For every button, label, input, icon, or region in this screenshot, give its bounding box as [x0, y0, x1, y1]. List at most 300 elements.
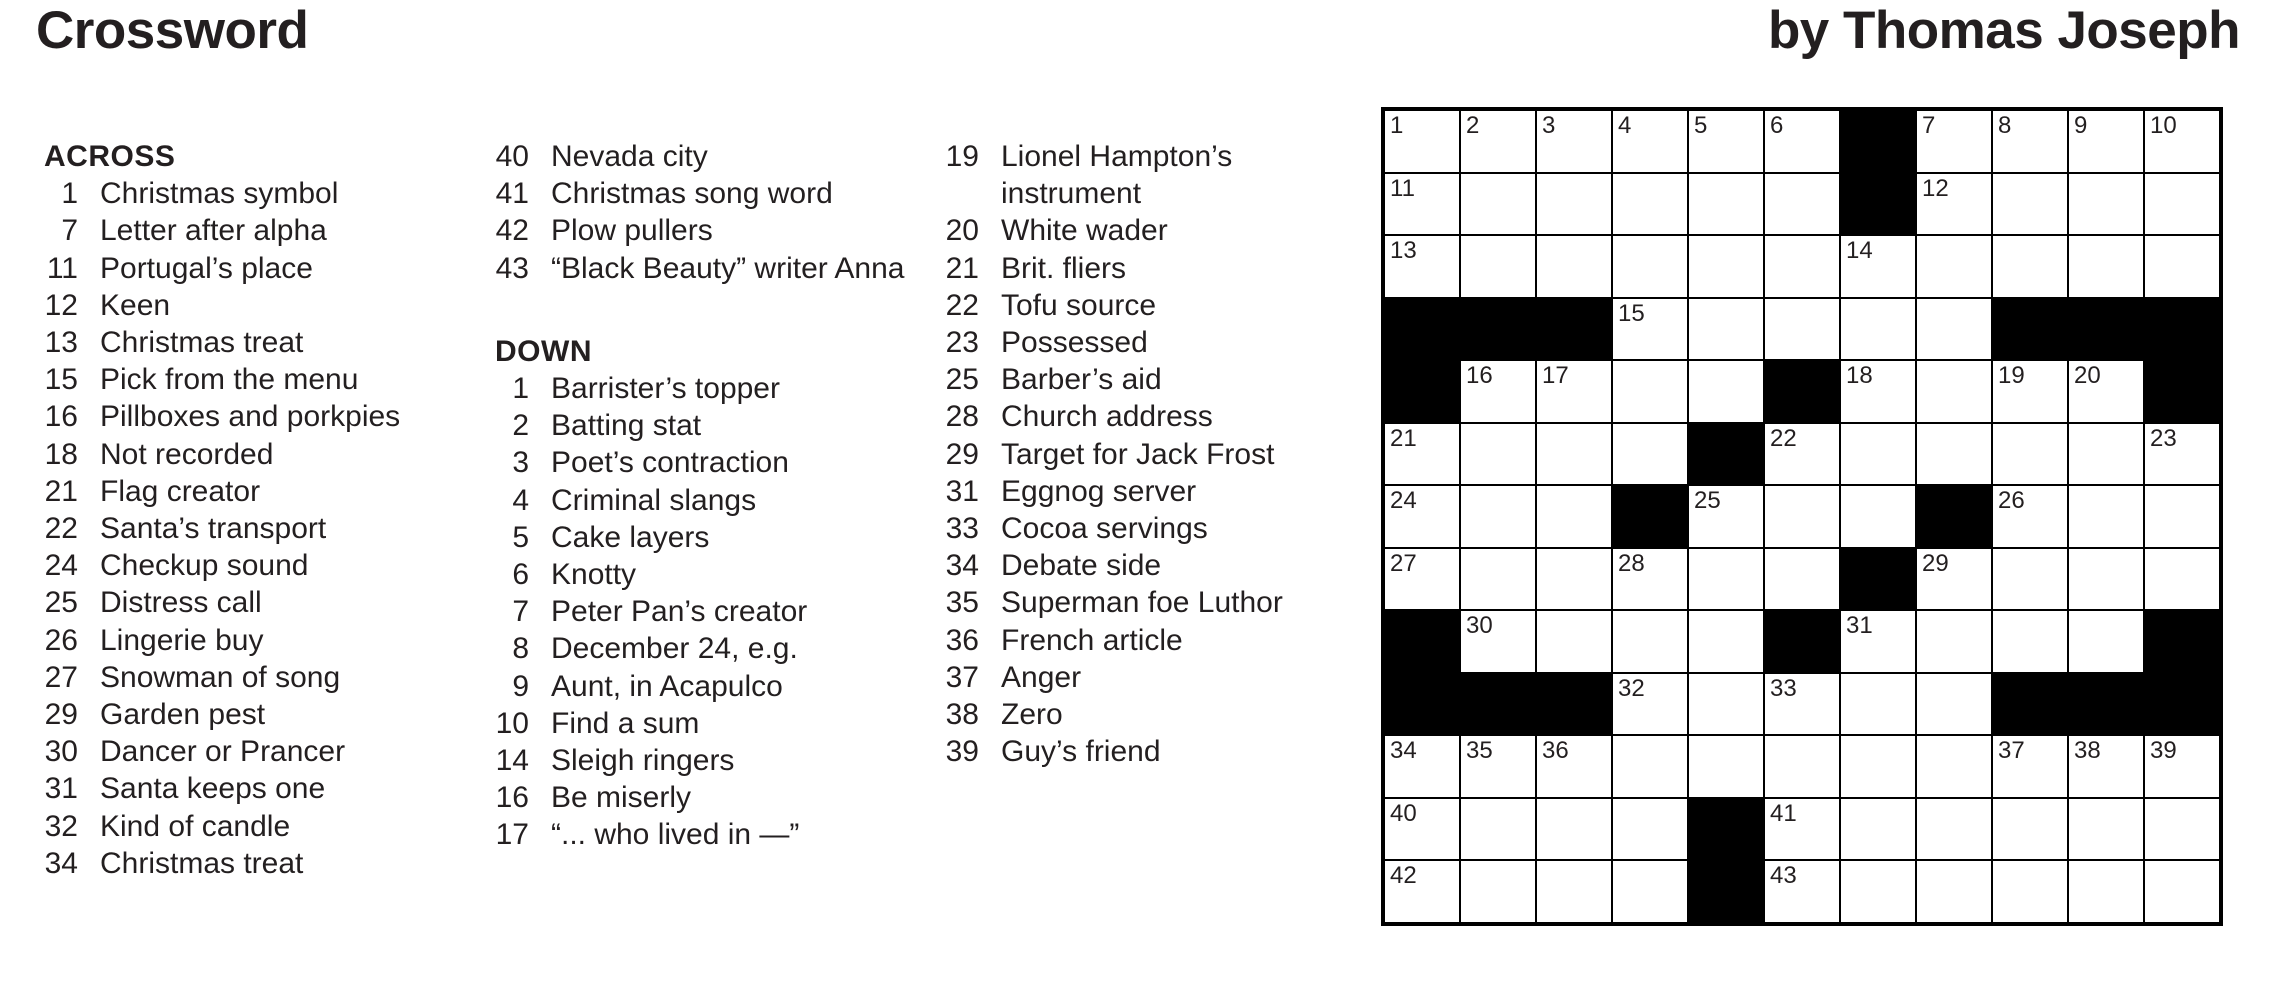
clue	[44, 510, 468, 547]
clue	[44, 398, 468, 435]
clue-number: 42	[495, 214, 529, 248]
grid-cell[interactable]	[1537, 549, 1611, 610]
grid-cell[interactable]	[1993, 611, 2067, 672]
grid-cell[interactable]	[1537, 486, 1611, 547]
cell-number: 8	[1998, 112, 2012, 139]
grid-black-cell	[1993, 674, 2067, 735]
clue	[945, 510, 1369, 547]
clue-number: 2	[512, 409, 529, 443]
clue	[495, 705, 919, 742]
clue-text: Target for Jack Frost	[1001, 437, 1275, 471]
cell-number: 13	[1390, 237, 1417, 264]
clue	[44, 845, 468, 882]
grid-cell[interactable]	[1613, 861, 1687, 922]
cell-number: 6	[1770, 112, 1784, 139]
grid-cell[interactable]	[2069, 361, 2143, 422]
clue-number: 17	[495, 818, 529, 852]
clue	[495, 779, 919, 816]
clue-column-2	[495, 138, 919, 854]
cell-number: 2	[1466, 112, 1480, 139]
grid-cell[interactable]	[1613, 549, 1687, 610]
grid-cell[interactable]	[1461, 361, 1535, 422]
grid-cell[interactable]	[2145, 861, 2219, 922]
grid-cell[interactable]	[1765, 549, 1839, 610]
grid-cell[interactable]	[1461, 736, 1535, 797]
clue-text: Tofu source	[1001, 288, 1157, 322]
grid-cell[interactable]	[1993, 361, 2067, 422]
grid-cell[interactable]	[2145, 424, 2219, 485]
clue-text: Pillboxes and porkpies	[100, 400, 401, 434]
grid-cell[interactable]	[2069, 174, 2143, 235]
grid-black-cell	[2069, 299, 2143, 360]
grid-cell[interactable]	[1993, 174, 2067, 235]
clue-text: Letter after alpha	[100, 214, 327, 248]
clue	[945, 733, 1369, 770]
grid-cell[interactable]	[1385, 111, 1459, 172]
clue-number: 23	[945, 326, 979, 360]
grid-black-cell	[1461, 299, 1535, 360]
grid-cell[interactable]	[2145, 111, 2219, 172]
clue	[945, 250, 1369, 287]
clue	[945, 622, 1369, 659]
grid-cell[interactable]	[1765, 799, 1839, 860]
clue-number: 27	[44, 660, 78, 694]
crossword-grid	[1381, 107, 2223, 926]
grid-cell[interactable]	[1841, 861, 1915, 922]
clue	[945, 138, 1369, 212]
clue-number: 6	[512, 558, 529, 592]
cell-number: 1	[1390, 112, 1404, 139]
grid-cell[interactable]	[1917, 424, 1991, 485]
grid-cell[interactable]	[1689, 486, 1763, 547]
clue-number: 28	[945, 400, 979, 434]
clue-column-1	[44, 138, 468, 882]
clue-number: 29	[44, 698, 78, 732]
clue-text: Church address	[1001, 400, 1213, 434]
grid-black-cell	[1689, 424, 1763, 485]
clue	[495, 250, 919, 287]
grid-cell[interactable]	[1461, 424, 1535, 485]
clue-number: 40	[495, 140, 529, 173]
grid-cell[interactable]	[1613, 111, 1687, 172]
grid-cell[interactable]	[1917, 611, 1991, 672]
grid-cell[interactable]	[1841, 236, 1915, 297]
grid-cell[interactable]	[1917, 736, 1991, 797]
clue	[495, 370, 919, 407]
grid-cell[interactable]	[1841, 799, 1915, 860]
grid-cell[interactable]	[1841, 486, 1915, 547]
across-header: ACROSS	[44, 140, 176, 173]
clue-text: Christmas treat	[100, 846, 304, 880]
grid-cell[interactable]	[1917, 674, 1991, 735]
cell-number: 16	[1466, 362, 1493, 389]
grid-cell[interactable]	[1537, 111, 1611, 172]
grid-cell[interactable]	[1689, 736, 1763, 797]
grid-cell[interactable]	[1461, 111, 1535, 172]
grid-cell[interactable]	[1917, 361, 1991, 422]
clue-number: 18	[44, 437, 78, 471]
down-header: DOWN	[495, 334, 592, 368]
grid-cell[interactable]	[2145, 799, 2219, 860]
grid-black-cell	[1385, 674, 1459, 735]
cell-number: 3	[1542, 112, 1556, 139]
grid-cell[interactable]	[1385, 486, 1459, 547]
clue-number: 24	[44, 549, 78, 583]
clue-column-3	[945, 138, 1369, 770]
grid-cell[interactable]	[2069, 736, 2143, 797]
cell-number: 30	[1466, 612, 1493, 639]
clue-number: 35	[945, 586, 979, 620]
cell-number: 19	[1998, 362, 2025, 389]
grid-cell[interactable]	[1613, 799, 1687, 860]
clue-text: Brit. fliers	[1001, 251, 1127, 285]
clue-number: 19	[945, 140, 979, 173]
grid-cell[interactable]	[1993, 861, 2067, 922]
grid-cell[interactable]	[1613, 236, 1687, 297]
grid-cell[interactable]	[1461, 799, 1535, 860]
clue	[945, 287, 1369, 324]
cell-number: 34	[1390, 737, 1417, 764]
grid-black-cell	[1613, 486, 1687, 547]
clue-text: Barrister’s topper	[551, 372, 780, 406]
cell-number: 17	[1542, 362, 1569, 389]
clue-text: Lionel Hampton’s instrument	[1001, 140, 1233, 211]
across-clue-list	[44, 175, 468, 882]
grid-cell[interactable]	[1613, 299, 1687, 360]
grid-cell[interactable]	[1537, 611, 1611, 672]
grid-cell[interactable]	[1613, 361, 1687, 422]
grid-cell[interactable]	[1537, 236, 1611, 297]
grid-cell[interactable]	[1993, 736, 2067, 797]
clue-number: 36	[945, 623, 979, 657]
grid-cell[interactable]	[1537, 861, 1611, 922]
grid-cell[interactable]	[1385, 799, 1459, 860]
grid-cell[interactable]	[2069, 611, 2143, 672]
clue-number: 8	[512, 632, 529, 666]
clue	[44, 547, 468, 584]
grid-cell[interactable]	[2069, 861, 2143, 922]
grid-cell[interactable]	[1993, 111, 2067, 172]
cell-number: 36	[1542, 737, 1569, 764]
grid-cell[interactable]	[1613, 611, 1687, 672]
grid-cell[interactable]	[1689, 611, 1763, 672]
clue	[495, 742, 919, 779]
clue-text: Dancer or Prancer	[100, 735, 346, 769]
clue	[495, 816, 919, 853]
grid-cell[interactable]	[1993, 549, 2067, 610]
clue	[44, 473, 468, 510]
grid-cell[interactable]	[1613, 674, 1687, 735]
cell-number: 22	[1770, 424, 1797, 452]
grid-cell[interactable]	[2145, 736, 2219, 797]
clue-number: 30	[44, 735, 78, 769]
clue-text: Santa keeps one	[100, 772, 326, 806]
clue-number: 20	[945, 214, 979, 248]
clue-text: Keen	[100, 288, 171, 322]
grid-cell[interactable]	[2069, 111, 2143, 172]
grid-cell[interactable]	[1461, 549, 1535, 610]
clue-text: “... who lived in —”	[551, 818, 800, 852]
clue-number: 11	[46, 251, 78, 285]
grid-cell[interactable]	[1613, 174, 1687, 235]
grid-black-cell	[1841, 111, 1915, 172]
grid-cell[interactable]	[1689, 299, 1763, 360]
grid-black-cell	[2145, 299, 2219, 360]
clue-number: 16	[495, 781, 529, 815]
grid-cell[interactable]	[2069, 424, 2143, 485]
grid-cell[interactable]	[2069, 236, 2143, 297]
clue-text: Cake layers	[551, 520, 710, 554]
grid-cell[interactable]	[1841, 361, 1915, 422]
clue-text: Superman foe Luthor	[1001, 586, 1283, 620]
grid-cell[interactable]	[1917, 299, 1991, 360]
clue-text: Barber’s aid	[1001, 363, 1162, 397]
across-clue-list-continued	[495, 138, 919, 287]
page-title: Crossword	[36, 1, 309, 60]
grid-cell[interactable]	[1917, 236, 1991, 297]
clue-text: Lingerie buy	[100, 623, 264, 657]
down-clue-list	[495, 370, 919, 854]
clue	[495, 444, 919, 481]
clue-text: Possessed	[1001, 326, 1148, 360]
clue	[44, 212, 468, 249]
clue-text: Debate side	[1001, 549, 1162, 583]
grid-black-cell	[1765, 611, 1839, 672]
grid-cell[interactable]	[1993, 486, 2067, 547]
grid-cell[interactable]	[2145, 549, 2219, 610]
grid-cell[interactable]	[1537, 361, 1611, 422]
cell-number: 4	[1618, 112, 1632, 139]
clue	[945, 659, 1369, 696]
grid-cell[interactable]	[1841, 299, 1915, 360]
grid-cell[interactable]	[1841, 611, 1915, 672]
clue	[44, 175, 468, 212]
clue-number: 39	[945, 735, 979, 769]
grid-cell[interactable]	[2069, 486, 2143, 547]
grid-cell[interactable]	[1689, 549, 1763, 610]
grid-cell[interactable]	[1917, 861, 1991, 922]
clue-text: Cocoa servings	[1001, 512, 1208, 546]
grid-black-cell	[1993, 299, 2067, 360]
grid-cell[interactable]	[1689, 674, 1763, 735]
clue	[945, 473, 1369, 510]
grid-cell[interactable]	[1765, 299, 1839, 360]
grid-cell[interactable]	[2145, 236, 2219, 297]
clue-number: 26	[44, 623, 78, 657]
cell-number: 28	[1618, 549, 1645, 577]
clue	[945, 398, 1369, 435]
grid-cell[interactable]	[1993, 424, 2067, 485]
grid-cell[interactable]	[1689, 174, 1763, 235]
clue-number: 32	[44, 809, 78, 843]
clue	[44, 622, 468, 659]
cell-number: 14	[1846, 237, 1873, 264]
clue-number: 10	[495, 706, 529, 740]
clue-text: Christmas treat	[100, 326, 304, 360]
cell-number: 43	[1770, 862, 1797, 889]
cell-number: 29	[1922, 549, 1949, 577]
grid-black-cell	[1385, 361, 1459, 422]
clue-number: 43	[495, 251, 529, 285]
clue-text: Santa’s transport	[100, 512, 327, 546]
cell-number: 10	[2150, 112, 2177, 139]
clue-text: Plow pullers	[551, 214, 713, 248]
grid-cell[interactable]	[1689, 361, 1763, 422]
clue-number: 21	[945, 251, 979, 285]
grid-cell[interactable]	[1461, 486, 1535, 547]
grid-black-cell	[1765, 361, 1839, 422]
clue-text: Eggnog server	[1001, 474, 1197, 508]
clue	[495, 668, 919, 705]
grid-cell[interactable]	[1841, 736, 1915, 797]
clue-number: 37	[945, 660, 979, 694]
cell-number: 20	[2074, 362, 2101, 389]
clue-text: Zero	[1001, 698, 1063, 732]
clue	[44, 250, 468, 287]
down-clue-list-continued	[945, 138, 1369, 770]
cell-number: 40	[1390, 799, 1417, 827]
grid-cell[interactable]	[1385, 236, 1459, 297]
clue-number: 1	[512, 372, 529, 406]
clue-number: 4	[512, 483, 529, 517]
cell-number: 12	[1922, 174, 1949, 202]
grid-cell[interactable]	[1537, 736, 1611, 797]
grid-cell[interactable]	[1689, 236, 1763, 297]
clue-text: Anger	[1001, 660, 1082, 694]
grid-cell[interactable]	[1461, 236, 1535, 297]
clue	[495, 407, 919, 444]
grid-cell[interactable]	[1917, 549, 1991, 610]
grid-cell[interactable]	[1765, 486, 1839, 547]
clue-number: 33	[945, 512, 979, 546]
clue-number: 25	[44, 586, 78, 620]
cell-number: 25	[1694, 487, 1721, 514]
cell-number: 11	[1390, 174, 1415, 202]
grid-cell[interactable]	[1841, 674, 1915, 735]
clue	[495, 482, 919, 519]
cell-number: 27	[1390, 549, 1417, 577]
cell-number: 31	[1846, 612, 1873, 639]
grid-cell[interactable]	[1689, 111, 1763, 172]
clue	[945, 212, 1369, 249]
grid-cell[interactable]	[1993, 236, 2067, 297]
clue	[44, 696, 468, 733]
clue-text: Find a sum	[551, 706, 700, 740]
clue-text: December 24, e.g.	[551, 632, 798, 666]
grid-cell[interactable]	[1385, 736, 1459, 797]
grid-cell[interactable]	[1841, 424, 1915, 485]
grid-black-cell	[1385, 611, 1459, 672]
grid-cell[interactable]	[1461, 611, 1535, 672]
clue	[495, 175, 919, 212]
grid-cell[interactable]	[2069, 549, 2143, 610]
clue-text: Peter Pan’s creator	[551, 595, 808, 629]
clue-text: Portugal’s place	[100, 251, 313, 285]
clue-text: Criminal slangs	[551, 483, 757, 517]
grid-cell[interactable]	[1385, 549, 1459, 610]
clue-text: Guy’s friend	[1001, 735, 1161, 769]
cell-number: 5	[1694, 112, 1708, 139]
grid-cell[interactable]	[1461, 174, 1535, 235]
grid-cell[interactable]	[1537, 174, 1611, 235]
clue-text: Aunt, in Acapulco	[551, 669, 783, 703]
clue	[44, 436, 468, 473]
clue-number: 22	[945, 288, 979, 322]
grid-cell[interactable]	[1537, 424, 1611, 485]
clue-text: Kind of candle	[100, 809, 291, 843]
clue-text: Garden pest	[100, 698, 266, 732]
grid-cell[interactable]	[1765, 861, 1839, 922]
cell-number: 41	[1770, 799, 1797, 827]
clue-number: 22	[44, 512, 78, 546]
clue-text: “Black Beauty” writer Anna	[551, 251, 905, 285]
grid-cell[interactable]	[1917, 799, 1991, 860]
grid-cell[interactable]	[1613, 736, 1687, 797]
grid-cell[interactable]	[1765, 236, 1839, 297]
cell-number: 15	[1618, 299, 1645, 327]
cell-number: 38	[2074, 737, 2101, 764]
grid-cell[interactable]	[1993, 799, 2067, 860]
clue	[945, 436, 1369, 473]
clue	[44, 733, 468, 770]
grid-black-cell	[1461, 674, 1535, 735]
grid-cell[interactable]	[1385, 424, 1459, 485]
grid-cell[interactable]	[1765, 174, 1839, 235]
cell-number: 37	[1998, 737, 2025, 764]
clue-text: Christmas song word	[551, 177, 833, 211]
clue-number: 5	[512, 520, 529, 554]
grid-cell[interactable]	[2145, 174, 2219, 235]
clue	[44, 808, 468, 845]
grid-cell[interactable]	[1765, 424, 1839, 485]
clue-number: 7	[512, 595, 529, 629]
grid-cell[interactable]	[2069, 799, 2143, 860]
clue-number: 25	[945, 363, 979, 397]
clue-number: 14	[495, 744, 529, 778]
grid-cell[interactable]	[1385, 174, 1459, 235]
grid-black-cell	[1689, 861, 1763, 922]
grid-cell[interactable]	[1613, 424, 1687, 485]
grid-black-cell	[2069, 674, 2143, 735]
clue-text: Be miserly	[551, 781, 692, 815]
cell-number: 33	[1770, 674, 1797, 702]
clue-text: Christmas symbol	[100, 177, 339, 211]
grid-cell[interactable]	[2145, 486, 2219, 547]
clue-text: Poet’s contraction	[551, 446, 789, 480]
clue	[44, 659, 468, 696]
grid-cell[interactable]	[1385, 861, 1459, 922]
clue	[495, 519, 919, 556]
clue	[945, 547, 1369, 584]
grid-cell[interactable]	[1765, 674, 1839, 735]
clue-number: 34	[945, 549, 979, 583]
clue-text: Sleigh ringers	[551, 744, 735, 778]
grid-black-cell	[1385, 299, 1459, 360]
grid-cell[interactable]	[1917, 111, 1991, 172]
grid-cell[interactable]	[1917, 174, 1991, 235]
cell-number: 39	[2150, 737, 2177, 764]
grid-black-cell	[2145, 361, 2219, 422]
clue	[44, 287, 468, 324]
clue-number: 16	[44, 400, 78, 434]
grid-cell[interactable]	[1537, 799, 1611, 860]
grid-cell[interactable]	[1461, 861, 1535, 922]
clue-number: 29	[945, 437, 979, 471]
clue-number: 7	[61, 214, 78, 248]
grid-cell[interactable]	[1765, 736, 1839, 797]
grid-cell[interactable]	[1765, 111, 1839, 172]
clue	[495, 630, 919, 667]
